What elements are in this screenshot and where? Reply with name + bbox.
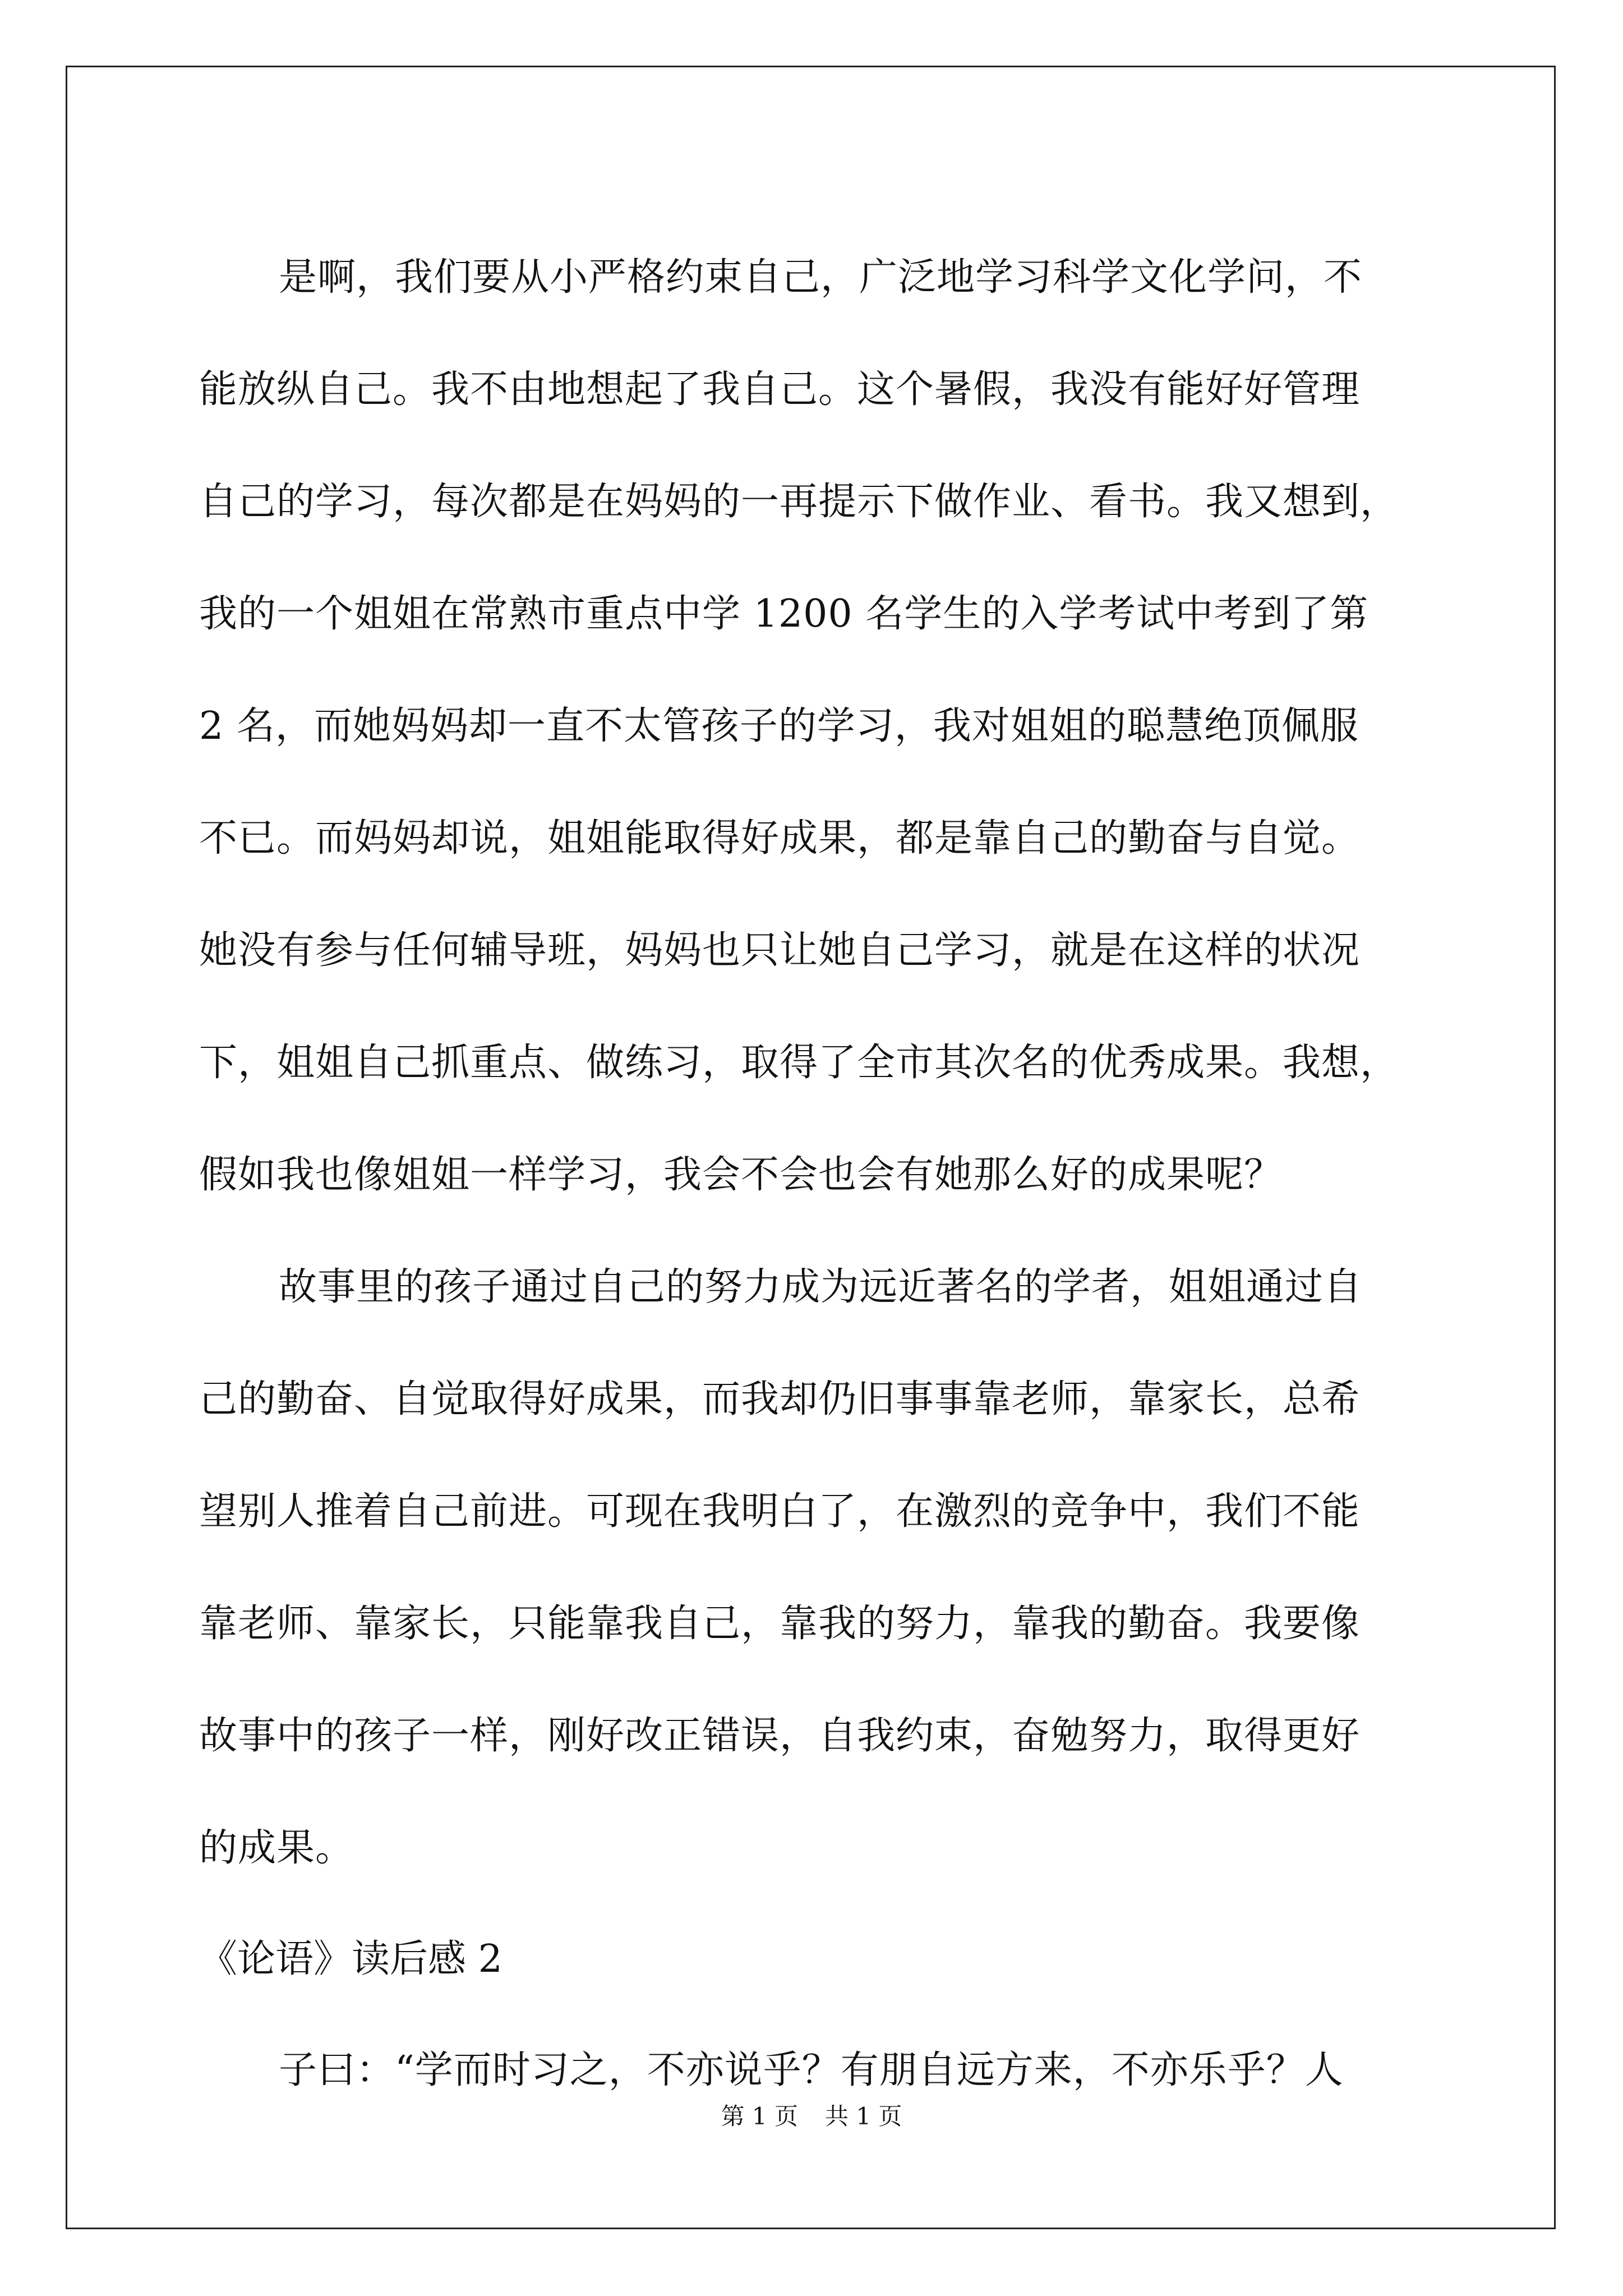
text-line: 自己的学习，每次都是在妈妈的一再提示下做作业、看书。我又想到， bbox=[199, 480, 1399, 524]
text-line: 的成果。 bbox=[199, 1826, 354, 1870]
page-total: 共 1 页 bbox=[825, 2102, 902, 2130]
text-line: 望别人推着自己前进。可现在我明白了，在激烈的竞争中，我们不能 bbox=[199, 1489, 1361, 1534]
section-title: 《论语》读后感 2 bbox=[199, 1937, 502, 1981]
text-line: 子曰：“学而时习之，不亦说乎？有朋自远方来，不亦乐乎？人 bbox=[279, 2048, 1344, 2092]
text-line: 靠老师、靠家长，只能靠我自己，靠我的努力，靠我的勤奋。我要像 bbox=[199, 1602, 1361, 1646]
text-line: 我的一个姐姐在常熟市重点中学 1200 名学生的入学考试中考到了第 bbox=[199, 592, 1369, 636]
text-line: 能放纵自己。我不由地想起了我自己。这个暑假，我没有能好好管理 bbox=[199, 367, 1361, 412]
text-line: 故事中的孩子一样，刚好改正错误，自我约束，奋勉努力，取得更好 bbox=[199, 1714, 1361, 1758]
text-line: 她没有参与任何辅导班，妈妈也只让她自己学习，就是在这样的状况 bbox=[199, 928, 1361, 973]
text-line: 下，姐姐自己抓重点、做练习，取得了全市其次名的优秀成果。我想， bbox=[199, 1041, 1399, 1085]
paragraph-2 bbox=[199, 1231, 1433, 1904]
text-line: 己的勤奋、自觉取得好成果，而我却仍旧事事靠老师，靠家长，总希 bbox=[199, 1377, 1361, 1421]
page-footer bbox=[0, 2101, 1623, 2132]
text-line: 不已。而妈妈却说，姐姐能取得好成果，都是靠自己的勤奋与自觉。 bbox=[199, 816, 1361, 861]
paragraph-1 bbox=[199, 222, 1433, 1231]
page-number: 第 1 页 bbox=[721, 2102, 798, 2130]
text-line: 假如我也像姐姐一样学习，我会不会也会有她那么好的成果呢？ bbox=[199, 1153, 1283, 1197]
document-body bbox=[199, 222, 1433, 2127]
text-line: 故事里的孩子通过自己的努力成为远近著名的学者，姐姐通过自 bbox=[279, 1265, 1363, 1309]
text-line: 是啊，我们要从小严格约束自己，广泛地学习科学文化学问，不 bbox=[279, 255, 1363, 300]
text-line: 2 名，而她妈妈却一直不太管孩子的学习，我对姐姐的聪慧绝顶佩服 bbox=[199, 704, 1359, 748]
